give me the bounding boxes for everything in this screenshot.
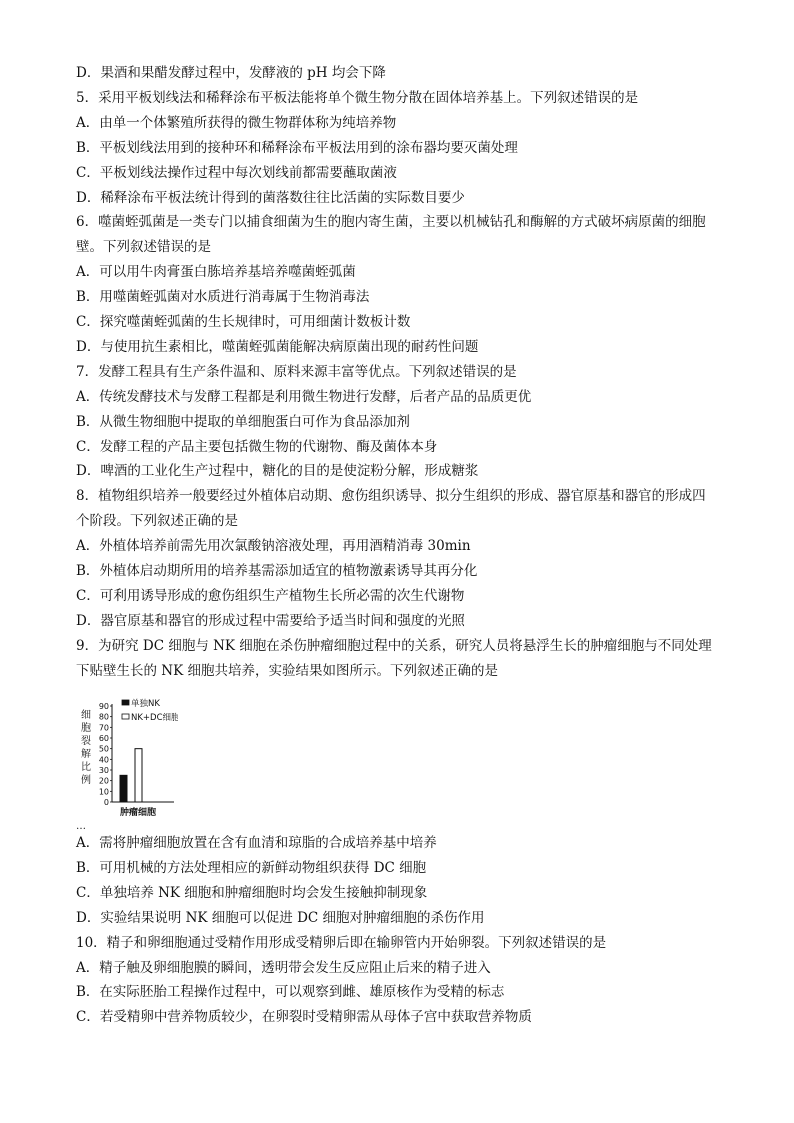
text-line-5: D．稀释涂布平板法统计得到的菌落数往往比活菌的实际数目要少 (76, 189, 465, 206)
bar-chart-svg (78, 696, 178, 826)
y-label-char: 细 (81, 710, 91, 721)
legend-swatch-0 (122, 700, 129, 705)
text-line-19: A．外植体培养前需先用次氯酸钠溶液处理，再用酒精消毒 30min (76, 538, 471, 555)
text-line-lower-2: C．单独培养 NK 细胞和肿瘤细胞时均会发生接触抑制现象 (76, 884, 428, 901)
text-line-11: D．与使用抗生素相比，噬菌蛭弧菌能解决病原菌出现的耐药性问题 (76, 338, 479, 355)
text-line-lower-7: C．若受精卵中营养物质较少，在卵裂时受精卵需从母体子宫中获取营养物质 (76, 1009, 532, 1026)
y-label-char: 裂 (81, 736, 91, 747)
text-line-lower-0: A．需将肿瘤细胞放置在含有血清和琼脂的合成培养基中培养 (76, 835, 437, 851)
bar-1 (135, 749, 142, 802)
x-category (120, 806, 157, 818)
legend-label-1: NK+DC细胞 (131, 713, 178, 723)
text-line-2: A．由单一个体繁殖所获得的微生物群体称为纯培养物 (76, 114, 397, 131)
text-line-1: 5．采用平板划线法和稀释涂布平板法能将单个微生物分散在固体培养基上。下列叙述错误的是 (76, 89, 639, 106)
text-line-lower-1: B．可用机械的方法处理相应的新鲜动物组织获得 DC 细胞 (76, 859, 427, 876)
y-label-char: 比 (81, 762, 91, 773)
text-line-lower-6: B．在实际胚胎工程操作过程中，可以观察到雌、雄原核作为受精的标志 (76, 984, 505, 1001)
bar-chart (78, 696, 178, 826)
y-label-char: 解 (81, 749, 91, 760)
text-line-4: C．平板划线法操作过程中每次划线前都需要蘸取菌液 (76, 164, 397, 181)
text-line-14: B．从微生物细胞中提取的单细胞蛋白可作为食品添加剂 (76, 413, 410, 430)
y-tick-label: 10 (98, 787, 109, 797)
x-category-label: 肿瘤细胞 (119, 808, 157, 818)
text-line-16: D．啤酒的工业化生产过程中，糖化的目的是使淀粉分解，形成糖浆 (76, 463, 479, 480)
y-tick-label: 60 (98, 734, 109, 743)
y-tick-label: 80 (98, 712, 109, 722)
legend-swatch-1 (122, 714, 129, 719)
text-line-13: A．传统发酵技术与发酵工程都是利用微生物进行发酵，后者产品的品质更优 (76, 388, 532, 405)
text-line-lower-5: A．精子触及卵细胞膜的瞬间，透明带会发生反应阻止后来的精子进入 (76, 959, 491, 976)
text-line-3: B．平板划线法用到的接种环和稀释涂布平板法用到的涂布器均要灭菌处理 (76, 139, 518, 156)
y-tick-label: 90 (98, 702, 109, 711)
text-line-6: 6．噬菌蛭弧菌是一类专门以捕食细菌为生的胞内寄生菌，主要以机械钻孔和酶解的方式破坏病原菌的细胞 (76, 214, 706, 231)
text-line-24: 下贴壁生长的 NK 细胞共培养，实验结果如图所示。下列叙述正确的是 (76, 662, 498, 679)
text-line-15: C．发酵工程的产品主要包括微生物的代谢物、酶及菌体本身 (76, 438, 438, 455)
text-line-lower-3: D．实验结果说明 NK 细胞可以促进 DC 细胞对肿瘤细胞的杀伤作用 (76, 909, 485, 926)
text-line-23: 9．为研究 DC 细胞与 NK 细胞在杀伤肿瘤细胞过程中的关系，研究人员将悬浮生长的肿瘤细胞与不同处理 (76, 637, 712, 654)
text-line-22: D．器官原基和器官的形成过程中需要给予适当时间和强度的光照 (76, 612, 465, 629)
y-label-char: 例 (81, 775, 91, 786)
text-line-9: B．用噬菌蛭弧菌对水质进行消毒属于生物消毒法 (76, 289, 370, 306)
y-tick-label: 70 (98, 723, 109, 733)
text-line-21: C．可利用诱导形成的愈伤组织生产植物生长所必需的次生代谢物 (76, 587, 465, 604)
text-line-18: 个阶段。下列叙述正确的是 (76, 513, 238, 530)
bars (120, 749, 142, 802)
y-tick-label: 50 (98, 744, 109, 754)
legend-label-0: 单独NK (131, 699, 160, 709)
text-line-0: D．果酒和果醋发酵过程中，发酵液的 pH 均会下降 (76, 65, 386, 81)
text-line-7: 壁。下列叙述错误的是 (76, 239, 211, 256)
text-line-12: 7．发酵工程具有生产条件温和、原料来源丰富等优点。下列叙述错误的是 (76, 363, 517, 380)
bar-0 (120, 775, 127, 802)
y-axis-label (81, 709, 91, 786)
legend (122, 698, 178, 723)
text-line-20: B．外植体启动期所用的培养基需添加适宜的植物激素诱导其再分化 (76, 563, 478, 579)
text-line-lower-4: 10．精子和卵细胞通过受精作用形成受精卵后即在输卵管内开始卵裂。下列叙述错误的是 (76, 934, 607, 951)
y-ticks (99, 702, 112, 807)
y-tick-label: 40 (98, 755, 109, 765)
y-tick-label: 20 (98, 776, 109, 786)
y-tick-label: 0 (103, 798, 109, 807)
text-line-17: 8．植物组织培养一般要经过外植体启动期、愈伤组织诱导、拟分生组织的形成、器官原基和器官的形成四 (76, 488, 706, 505)
text-line-10: C．探究噬菌蛭弧菌的生长规律时，可用细菌计数板计数 (76, 314, 411, 330)
chart-caption-mark: … (76, 821, 86, 832)
text-line-8: A．可以用牛肉膏蛋白胨培养基培养噬菌蛭弧菌 (76, 264, 356, 281)
y-label-char: 胞 (81, 723, 91, 734)
y-tick-label: 30 (98, 766, 109, 775)
